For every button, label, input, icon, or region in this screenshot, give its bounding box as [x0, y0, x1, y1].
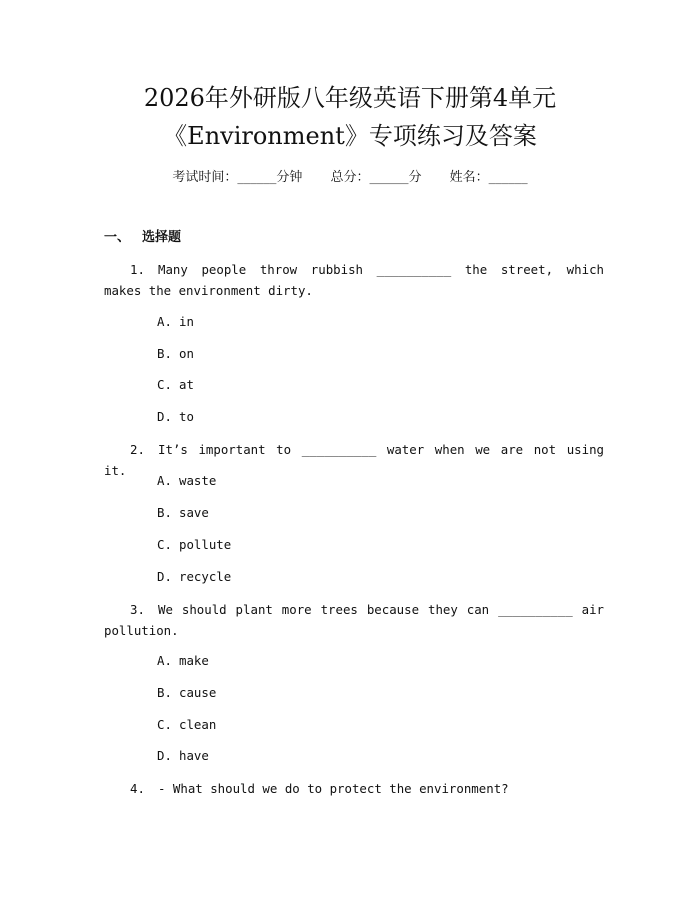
option-letter: B.: [157, 505, 172, 520]
exam-score-label: 总分：: [330, 170, 370, 185]
question-number: 4.: [130, 781, 145, 796]
option-text: pollute: [179, 537, 232, 552]
question-text: Many people throw rubbish __________ the street, which makes the environment dirty.: [104, 262, 604, 298]
option-text: make: [179, 653, 209, 668]
exam-score: [330, 168, 421, 188]
option-text: on: [179, 346, 194, 361]
question-3-option-d: [157, 746, 209, 766]
option-letter: D.: [157, 409, 172, 424]
exam-name-label: 姓名：: [449, 170, 489, 185]
exam-time-unit: 分钟: [276, 170, 303, 185]
option-text: at: [179, 377, 194, 392]
question-2-option-c: [157, 535, 231, 555]
option-text: to: [179, 409, 194, 424]
question-3-option-c: [157, 715, 216, 735]
option-text: in: [179, 314, 194, 329]
question-3-option-b: [157, 683, 216, 703]
section-heading: [104, 228, 181, 248]
document-title-line-1: 2026年外研版八年级英语下册第4单元: [143, 84, 557, 112]
question-2-option-d: [157, 567, 231, 587]
question-3: [104, 599, 604, 641]
option-letter: A.: [157, 653, 172, 668]
question-text: We should plant more trees because they can __________ air pollution.: [104, 602, 604, 638]
question-text: It’s important to __________ water when we are not using it.: [104, 442, 604, 478]
exam-time-blank: ______: [237, 170, 277, 185]
option-letter: B.: [157, 685, 172, 700]
question-number: 2.: [130, 442, 145, 457]
option-letter: A.: [157, 314, 172, 329]
option-letter: D.: [157, 748, 172, 763]
option-text: cause: [179, 685, 217, 700]
option-text: have: [179, 748, 209, 763]
question-1-option-a: [157, 312, 194, 332]
option-text: clean: [179, 717, 217, 732]
question-1: [104, 259, 604, 301]
question-1-option-d: [157, 407, 194, 427]
option-text: recycle: [179, 569, 232, 584]
option-text: waste: [179, 473, 217, 488]
option-letter: C.: [157, 377, 172, 392]
question-3-option-a: [157, 651, 209, 671]
section-title: 选择题: [142, 230, 182, 245]
option-letter: C.: [157, 537, 172, 552]
exam-meta: [0, 168, 700, 188]
option-letter: A.: [157, 473, 172, 488]
question-4: [104, 778, 604, 799]
option-letter: B.: [157, 346, 172, 361]
section-number: 一、: [104, 230, 131, 245]
exam-score-blank: ______: [369, 170, 409, 185]
option-text: save: [179, 505, 209, 520]
exam-time-label: 考试时间：: [172, 170, 238, 185]
question-1-option-b: [157, 344, 194, 364]
question-number: 1.: [130, 262, 145, 277]
question-text: - What should we do to protect the environment?: [158, 781, 509, 796]
exam-name-blank: ______: [488, 170, 528, 185]
option-letter: C.: [157, 717, 172, 732]
question-2-option-b: [157, 503, 209, 523]
option-letter: D.: [157, 569, 172, 584]
question-2-option-a: [157, 471, 216, 491]
exam-score-unit: 分: [408, 170, 422, 185]
exam-name: [450, 168, 528, 188]
question-number: 3.: [130, 602, 145, 617]
document-title-line-2: 《Environment》专项练习及答案: [163, 122, 537, 150]
question-1-option-c: [157, 375, 194, 395]
exam-time: [172, 168, 302, 188]
